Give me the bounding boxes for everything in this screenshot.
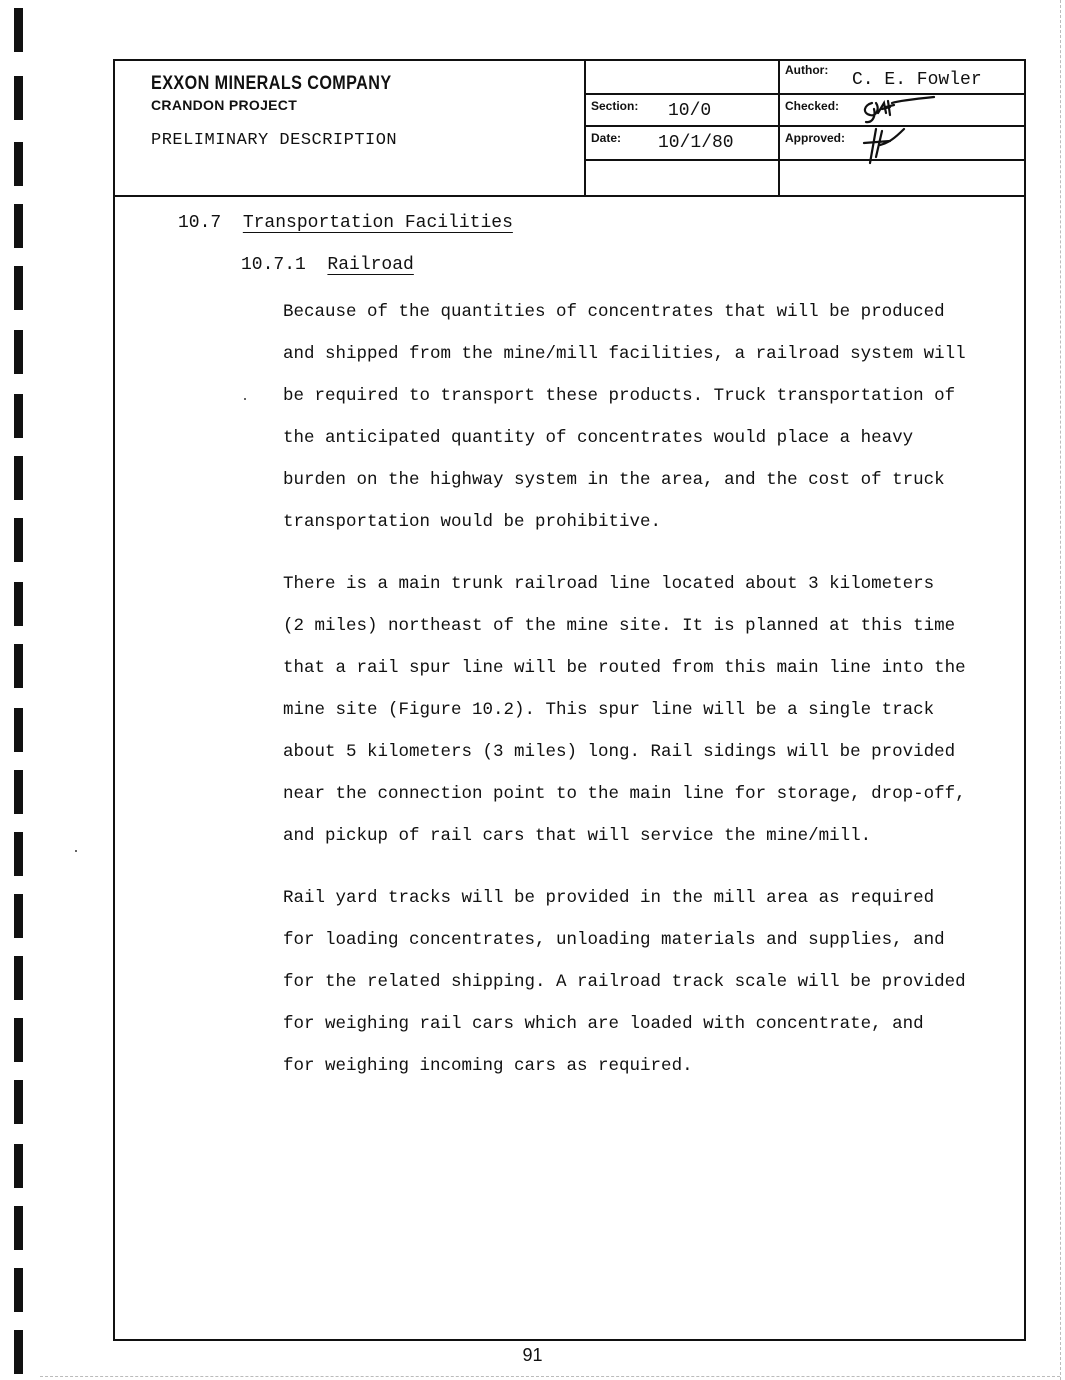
approved-signature-icon bbox=[860, 125, 920, 165]
subsection-title: Railroad bbox=[327, 255, 414, 275]
text-line: be required to transport these products. Truck transportation of bbox=[283, 386, 956, 406]
checked-signature-icon bbox=[858, 95, 938, 125]
text-line: Rail yard tracks will be provided in the mill area as required bbox=[283, 888, 935, 908]
text-line: the anticipated quantity of concentrates would place a heavy bbox=[283, 428, 914, 448]
text-line: for weighing incoming cars as required. bbox=[283, 1056, 693, 1076]
text-line: and shipped from the mine/mill facilities, a railroad system will bbox=[283, 344, 966, 364]
page-number: 91 bbox=[522, 1345, 543, 1365]
approved-label: Approved: bbox=[785, 131, 845, 145]
document-header bbox=[115, 61, 1024, 197]
page-edge-bottom bbox=[40, 1376, 1060, 1377]
text-line: burden on the highway system in the area, and the cost of truck bbox=[283, 470, 945, 490]
text-line: about 5 kilometers (3 miles) long. Rail sidings will be provided bbox=[283, 742, 956, 762]
date-value: 10/1/80 bbox=[658, 133, 734, 153]
paragraph-1 bbox=[283, 291, 983, 543]
paragraph-3 bbox=[283, 877, 983, 1087]
section-value: 10/0 bbox=[668, 101, 712, 121]
page-frame bbox=[113, 59, 1026, 1341]
text-line: (2 miles) northeast of the mine site. It is planned at this time bbox=[283, 616, 956, 636]
text-line: for loading concentrates, unloading materials and supplies, and bbox=[283, 930, 945, 950]
text-line: near the connection point to the main line for storage, drop-off, bbox=[283, 784, 966, 804]
section-label: Section: bbox=[591, 99, 639, 113]
text-line: and pickup of rail cars that will service the mine/mill. bbox=[283, 826, 872, 846]
document-type: PRELIMINARY DESCRIPTION bbox=[151, 131, 398, 150]
text-line: transportation would be prohibitive. bbox=[283, 512, 662, 532]
subsection-heading bbox=[241, 255, 414, 275]
section-title: Transportation Facilities bbox=[242, 213, 513, 233]
text-line: mine site (Figure 10.2). This spur line will be a single track bbox=[283, 700, 935, 720]
author-value: C. E. Fowler bbox=[852, 70, 982, 90]
text-line: that a rail spur line will be routed from this main line into the bbox=[283, 658, 966, 678]
section-heading bbox=[178, 213, 513, 233]
author-label: Author: bbox=[785, 63, 829, 77]
header-right-column bbox=[778, 61, 1026, 195]
company-name: EXXON MINERALS COMPANY bbox=[151, 73, 392, 94]
paragraph-2 bbox=[283, 563, 983, 857]
text-line: for weighing rail cars which are loaded with concentrate, and bbox=[283, 1014, 924, 1034]
section-number: 10.7 bbox=[178, 213, 222, 233]
binder-hole-marks bbox=[14, 0, 26, 1380]
text-line: for the related shipping. A railroad track scale will be provided bbox=[283, 972, 966, 992]
checked-label: Checked: bbox=[785, 99, 840, 113]
page-edge bbox=[1060, 0, 1061, 1380]
text-line: Because of the quantities of concentrates that will be produced bbox=[283, 302, 945, 322]
project-name: CRANDON PROJECT bbox=[151, 97, 298, 113]
date-label: Date: bbox=[591, 131, 622, 145]
company-block bbox=[151, 73, 434, 150]
stray-mark bbox=[75, 850, 77, 852]
text-line: There is a main trunk railroad line located about 3 kilometers bbox=[283, 574, 935, 594]
header-middle-column bbox=[584, 61, 780, 195]
subsection-number: 10.7.1 bbox=[241, 255, 306, 275]
